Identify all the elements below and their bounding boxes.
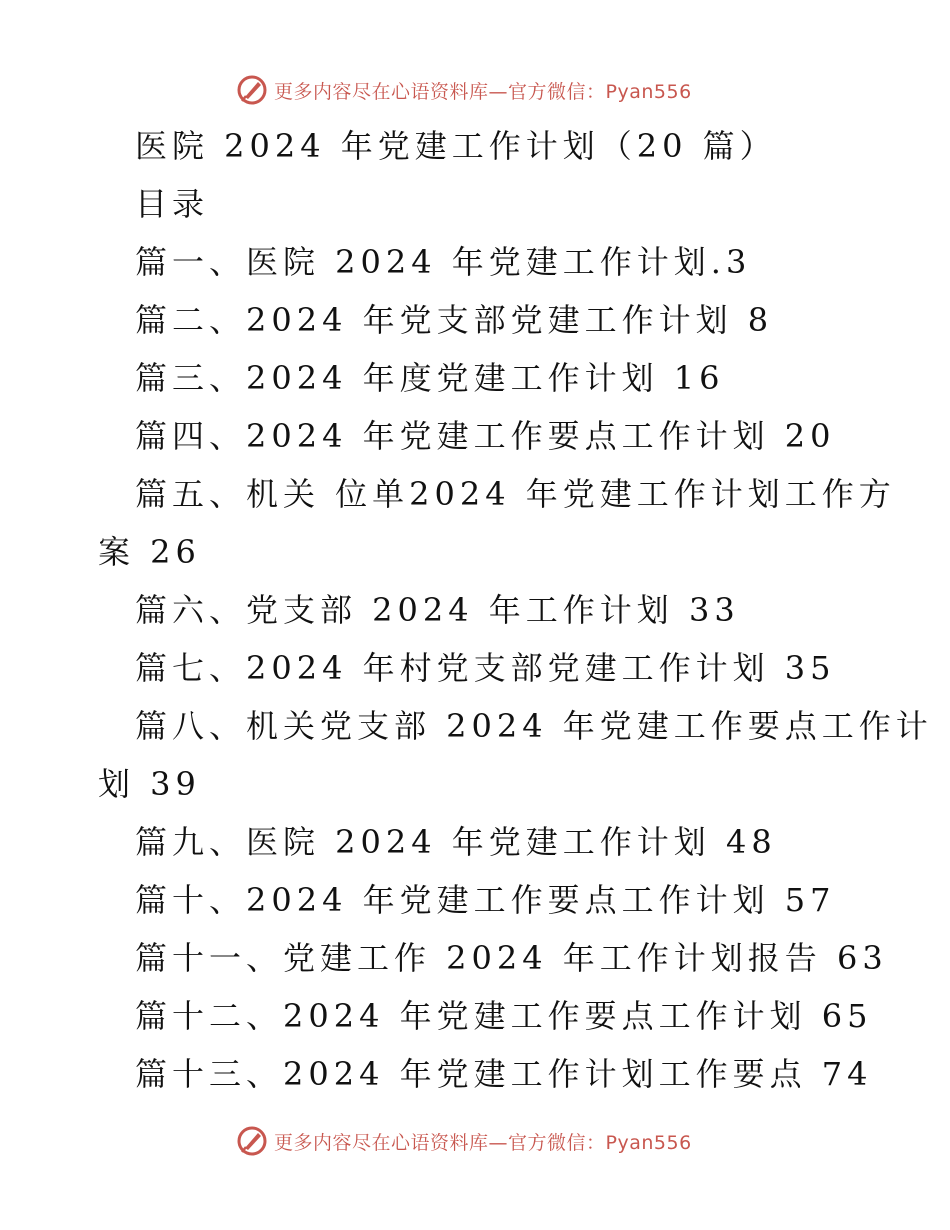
toc-entry-5-continued: 案 26 [98,533,201,571]
watermark-banner-bottom [236,1124,692,1158]
watermark-text: 更多内容尽在心语资料库—官方微信：Pyan556 [274,80,692,103]
toc-entry-10: 篇十、2024 年党建工作要点工作计划 57 [135,881,836,919]
toc-entry-13: 篇十三、2024 年党建工作计划工作要点 74 [135,1055,873,1093]
toc-entry-5: 篇五、机关 位单2024 年党建工作计划工作方 [135,475,896,513]
document-title: 医院 2024 年党建工作计划（20 篇） [135,127,777,165]
toc-entry-8: 篇八、机关党支部 2024 年党建工作要点工作计 [135,707,933,745]
toc-entry-3: 篇三、2024 年度党建工作计划 16 [135,359,725,397]
toc-entry-9: 篇九、医院 2024 年党建工作计划 48 [135,823,777,861]
toc-entry-12: 篇十二、2024 年党建工作要点工作计划 65 [135,997,873,1035]
toc-entry-7: 篇七、2024 年村党支部党建工作计划 35 [135,649,836,687]
toc-entry-4: 篇四、2024 年党建工作要点工作计划 20 [135,417,836,455]
toc-entry-2: 篇二、2024 年党支部党建工作计划 8 [135,301,774,339]
toc-entry-6: 篇六、党支部 2024 年工作计划 33 [135,591,740,629]
toc-entry-1: 篇一、医院 2024 年党建工作计划.3 [135,243,752,281]
toc-heading: 目录 [135,185,210,223]
watermark-text: 更多内容尽在心语资料库—官方微信：Pyan556 [274,1131,692,1154]
quill-circle-icon [236,74,268,106]
watermark-banner-top [236,73,692,107]
toc-entry-11: 篇十一、党建工作 2024 年工作计划报告 63 [135,939,888,977]
toc-entry-8-continued: 划 39 [98,765,201,803]
quill-circle-icon [236,1125,268,1157]
